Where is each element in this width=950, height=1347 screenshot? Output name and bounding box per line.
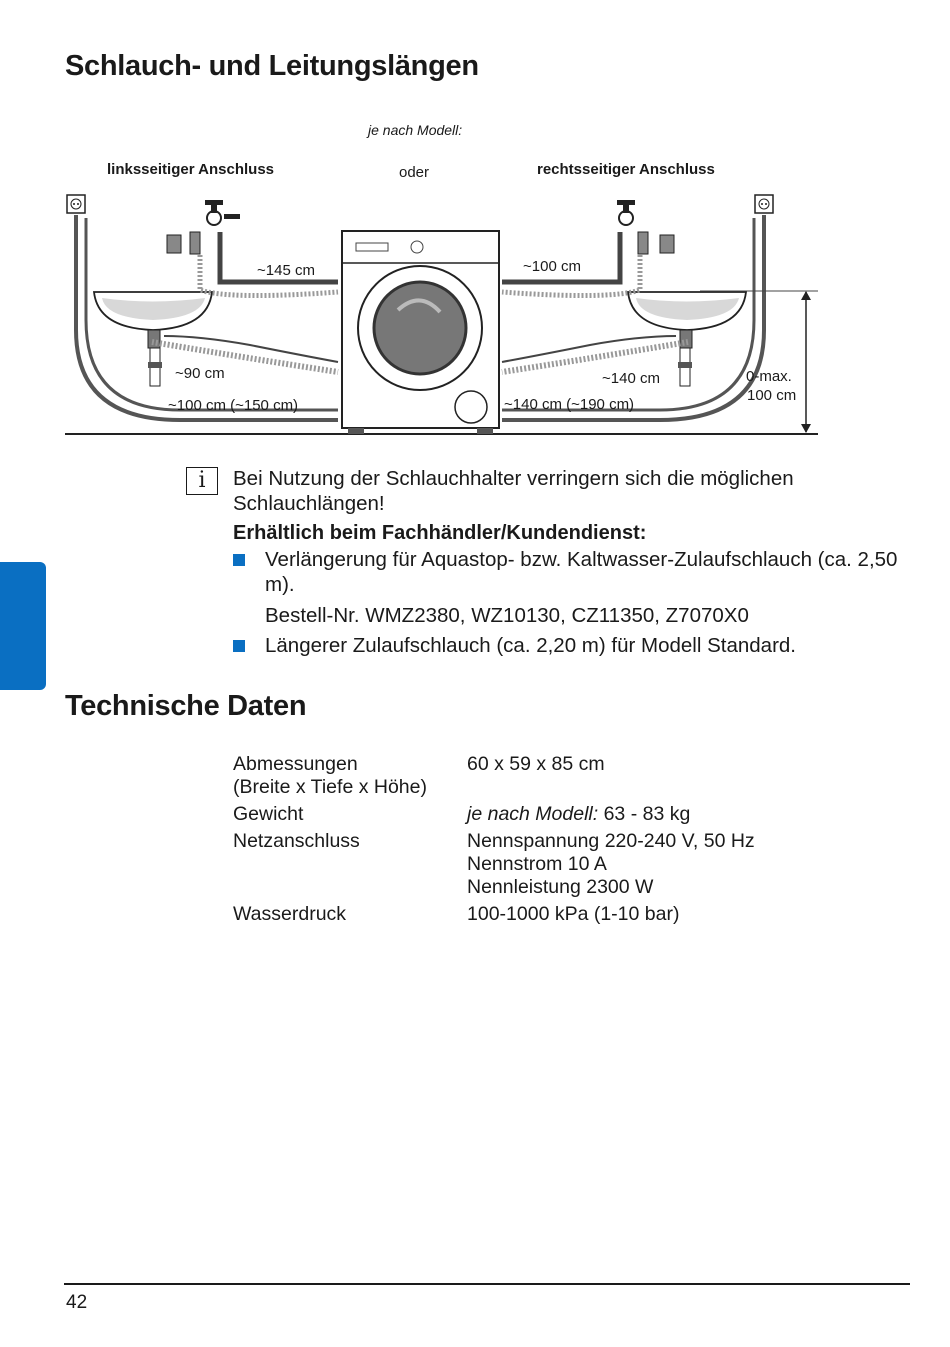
right-inlet-length: ~100 cm — [523, 258, 581, 275]
right-connection-label: rechtsseitiger Anschluss — [537, 161, 715, 178]
left-drain-length: ~90 cm — [175, 365, 225, 382]
section-title-hoses: Schlauch- und Leitungslängen — [65, 50, 479, 82]
spec-weight-prefix: je nach Modell: — [467, 803, 599, 825]
spec-value-voltage: Nennspannung 220-240 V, 50 Hz — [467, 830, 755, 852]
page-number: 42 — [66, 1292, 88, 1313]
footer-divider — [64, 1283, 910, 1285]
side-tab-marker — [0, 562, 46, 690]
accessories-heading: Erhältlich beim Fachhändler/Kundendienst: — [233, 522, 647, 544]
spec-label-pressure: Wasserdruck — [233, 903, 347, 925]
spec-value-dimensions: 60 x 59 x 85 cm — [467, 753, 605, 775]
height-label-2: 100 cm — [747, 387, 797, 404]
bullet-marker — [233, 640, 245, 652]
height-label-1: 0-max. — [746, 368, 792, 385]
left-tap-icon — [167, 200, 240, 254]
model-note: je nach Modell: — [368, 122, 463, 138]
spec-value-pressure: 100-1000 kPa (1-10 bar) — [467, 903, 680, 925]
info-note: Bei Nutzung der Schlauchhalter verringern sich die möglichen Schlauchlängen! — [233, 467, 794, 515]
left-socket-icon — [67, 195, 85, 213]
spec-label-dimensions-detail: (Breite x Tiefe x Höhe) — [233, 776, 427, 798]
or-label: oder — [399, 164, 430, 181]
bullet-text-1: Verlängerung für Aquastop- bzw. Kaltwasser-Zulaufschlauch (ca. 2,50 m). — [265, 548, 898, 596]
right-drain-length: ~140 cm — [602, 370, 660, 387]
right-socket-icon — [755, 195, 773, 213]
right-tap-icon — [617, 200, 674, 254]
left-inlet-length: ~145 cm — [257, 262, 315, 279]
info-icon: i — [186, 467, 218, 495]
spec-label-weight: Gewicht — [233, 803, 304, 825]
spec-value-current: Nennstrom 10 A — [467, 853, 607, 875]
hose-length-diagram — [0, 0, 950, 450]
left-connection-label: linksseitiger Anschluss — [107, 161, 275, 178]
spec-value-wattage: Nennleistung 2300 W — [467, 876, 654, 898]
bullet-marker — [233, 554, 245, 566]
bullet-text-2: Längerer Zulaufschlauch (ca. 2,20 m) für Modell Standard. — [265, 634, 796, 657]
spec-label-dimensions: Abmessungen — [233, 753, 358, 775]
order-numbers: Bestell-Nr. WMZ2380, WZ10130, CZ11350, Z7070X0 — [265, 604, 749, 627]
spec-weight-value: 63 - 83 kg — [598, 803, 691, 825]
right-floor-length: ~140 cm (~190 cm) — [504, 396, 635, 413]
spec-value-weight — [467, 803, 690, 826]
left-floor-length: ~100 cm (~150 cm) — [168, 397, 299, 414]
washing-machine — [342, 231, 499, 434]
spec-label-power: Netzanschluss — [233, 830, 360, 852]
section-title-technical: Technische Daten — [65, 690, 307, 722]
